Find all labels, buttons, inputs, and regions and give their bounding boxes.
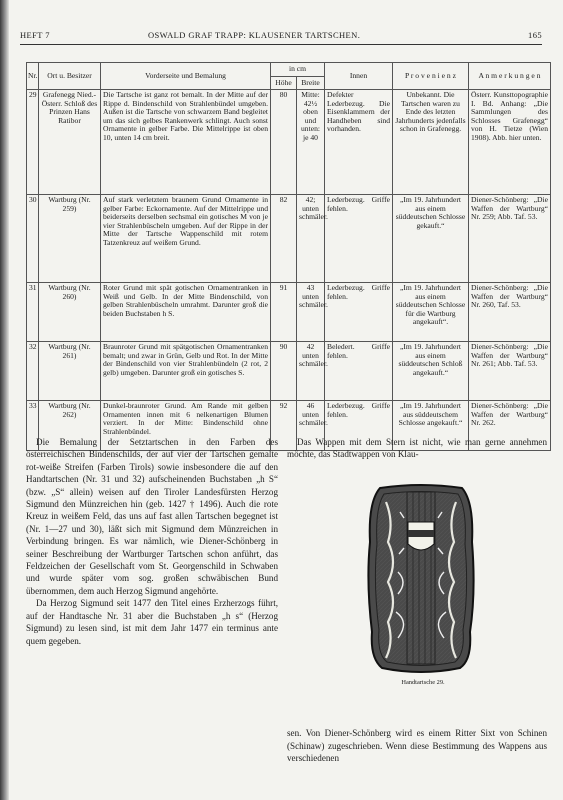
cell-hoehe: 92 [271, 401, 297, 451]
table-row [27, 342, 551, 401]
cell-provenienz: Unbekannt. Die Tartschen waren zu Ende des letzten Jahrhunderts jedenfalls schon in Grafenegg. [393, 90, 469, 195]
cell-breite: 42 unten schmäler. [297, 342, 325, 401]
tartschen-table [26, 62, 551, 451]
paragraph: Da Herzog Sigmund seit 1477 den Titel eines Erzherzogs führt, auf der Handtasche Nr. 31 aber die Buchstaben „h s“ (Herzog Sigmund) zu lesen sind, ist mit dem Jahr 1477 ein terminus ante quem gegeben. [26, 598, 278, 646]
cell-provenienz: „Im 19. Jahrhundert aus süddeutschem Schlosse angekauft.“ [393, 401, 469, 451]
issue-label: HEFT 7 [20, 30, 50, 40]
header-anmerkungen: A n m e r k u n g e n [469, 63, 551, 90]
cell-innen: Defekter Lederbezug. Die Eisenklammern der Handheben sind vorhanden. [325, 90, 393, 195]
cell-breite: Mitte: 42½ oben und unten: je 40 [297, 90, 325, 195]
cell-ort: Wartburg (Nr. 262) [39, 401, 101, 451]
cell-innen: Lederbezug. Griffe fehlen. [325, 195, 393, 283]
cell-ort: Wartburg (Nr. 260) [39, 283, 101, 342]
cell-provenienz: „Im 19. Jahrhundert aus einem süddeutschen Schlosse für die Wartburg angekauft“. [393, 283, 469, 342]
cell-breite: 43 unten schmäler. [297, 283, 325, 342]
table-row [27, 90, 551, 195]
header-nr: Nr. [27, 63, 39, 90]
table-row [27, 195, 551, 283]
cell-hoehe: 90 [271, 342, 297, 401]
running-title: OSWALD GRAF TRAPP: KLAUSENER TARTSCHEN. [148, 30, 361, 40]
cell-anmerkungen: Diener-Schönberg: „Die Waffen der Wartburg“ Nr. 260, Taf. 53. [469, 283, 551, 342]
cell-ort: Wartburg (Nr. 259) [39, 195, 101, 283]
header-innen: Innen [325, 63, 393, 90]
cell-nr: 29 [27, 90, 39, 195]
paragraph: Die Bemalung der Setztartschen in den Farben des österreichischen Bindenschilds, der auf vier der Tartschen gemalte rot-weiße Streifen (Farben Tirols) sowie insbesondere die auf den Handtartschen (Nr. 31 und 32) aufscheinenden Buchstaben „h S“ (bzw. „S“ allein) weisen auf den Tiroler Landesfürsten Herzog Sigmund den Münzreichen hin (geb. 1427 † 1496). Auch die rote Kreuz in weißem Feld, das uns auf fast allen Tartschen begegnet ist (Nr. 1—27 und 30), läßt sich mit Sigmund dem Münzreichen in Verbindung bringen. Es war nämlich, wie Diener-Schönberg in seiner Beschreibung der Wartburger Tartschen schon anführt, das Feldzeichen der Gesellschaft vom St. Georgenschild in Schwaben und wurde später vom sog. großen schwäbischen Bund übernommen, dem auch Herzog Sigmund angehörte. [26, 437, 278, 596]
cell-breite: 42; unten schmäler. [297, 195, 325, 283]
cell-innen: Lederbezug. Griffe fehlen. [325, 283, 393, 342]
body-column-right [287, 436, 547, 461]
cell-anmerkungen: Diener-Schönberg: „Die Waffen der Wartburg“ Nr. 259; Abb. Taf. 53. [469, 195, 551, 283]
cell-ort: Grafenegg Nied.-Österr. Schloß des Prinzen Hans Ratibor [39, 90, 101, 195]
handtartsche-29-illustration [364, 482, 478, 674]
figure-caption: Handtartsche 29. [401, 679, 445, 686]
cell-innen: Beledert. Griffe fehlen. [325, 342, 393, 401]
cell-hoehe: 80 [271, 90, 297, 195]
cell-provenienz: „Im 19. Jahrhundert aus einem süddeutschen Schlosse gekauft.“ [393, 195, 469, 283]
header-vorderseite: Vorderseite und Bemalung [101, 63, 271, 90]
cell-anmerkungen: Diener-Schönberg: „Die Waffen der Wartburg“ Nr. 261; Abb. Taf. 53. [469, 342, 551, 401]
cell-vorderseite: Braunroter Grund mit spätgotischen Ornamentranken bemalt; und zwar in Grün, Gelb und Rot. In der Mitte der Bindenschild von vier Strahlenbündeln (2 rot, 2 gelb) umgeben. Darunter groß ein gotisches S. [101, 342, 271, 401]
header-breite: Breite [297, 77, 325, 90]
scan-edge [0, 0, 9, 800]
cell-vorderseite: Dunkel-braunroter Grund. Am Rande mit gelben Ornamenten innen mit 6 nelkenartigen Blumen verziert. In der Mitte: Bindenschild ohne Strahlenbündel. [101, 401, 271, 451]
cell-vorderseite: Roter Grund mit spät gotischen Ornamentranken in Weiß und Gelb. In der Mitte Bindenschild, von gelben Strahlenbüscheln umrahmt. Darunter groß die beiden Buchstaben h S. [101, 283, 271, 342]
cell-provenienz: „Im 19. Jahrhundert aus einem süddeutschen Schloß angekauft.“ [393, 342, 469, 401]
cell-nr: 31 [27, 283, 39, 342]
header-provenienz: P r o v e n i e n z [393, 63, 469, 90]
cell-anmerkungen: Österr. Kunsttopographie I. Bd. Anhang: „Die Sammlungen des Schlosses Grafenegg“ von H. Tietze (Wien 1908). Abb. hier unten. [469, 90, 551, 195]
header-rule [20, 44, 542, 45]
header-ort: Ort u. Besitzer [39, 63, 101, 90]
table-row [27, 283, 551, 342]
cell-ort: Wartburg (Nr. 261) [39, 342, 101, 401]
page-number: 165 [528, 30, 542, 40]
cell-nr: 33 [27, 401, 39, 451]
cell-hoehe: 91 [271, 283, 297, 342]
cell-vorderseite: Auf stark verletztem braunem Grund Ornamente in gelber Farbe: Eckornamente. Auf der Mittelrippe und beiderseits derselben sechsmal ein gotisches M von je vier Strahlenbüscheln umgeben. Auf der Rippe in der Mitte der Tartsche Wappenschild mit rotem Tatzenkreuz auf weißem Grund. [101, 195, 271, 283]
header-in-cm: in cm [271, 63, 325, 77]
body-column-right-bottom [287, 718, 547, 773]
paragraph: Das Wappen mit dem Stern ist nicht, wie man gerne annehmen möchte, das Stadtwappen von Klau- [287, 437, 547, 460]
cell-anmerkungen: Diener-Schönberg: „Die Waffen der Wartburg“ Nr. 262. [469, 401, 551, 451]
cell-nr: 30 [27, 195, 39, 283]
cell-innen: Lederbezug. Griffe fehlen. [325, 401, 393, 451]
cell-hoehe: 82 [271, 195, 297, 283]
cell-nr: 32 [27, 342, 39, 401]
paragraph: sen. Von Diener-Schönberg wird es einem Ritter Sixt von Schinen (Schinaw) zugeschrieben. Wenn diese Bestimmung des Wappens aus verschiedenen [287, 728, 547, 763]
cell-vorderseite: Die Tartsche ist ganz rot bemalt. In der Mitte auf der Rippe d. Bindenschild von Strahlenbündel umgeben. Außen ist die Tartsche von schwarzem Band begleitet um das sich gelbes Rankenwerk schlingt. Auch sonst Ornamente in gelber Farbe. Die Mittelrippe ist oben 10, unten 14 cm breit. [101, 90, 271, 195]
header-hoehe: Höhe [271, 77, 297, 90]
body-column-left [26, 436, 278, 647]
cell-breite: 46 unten schmäler. [297, 401, 325, 451]
